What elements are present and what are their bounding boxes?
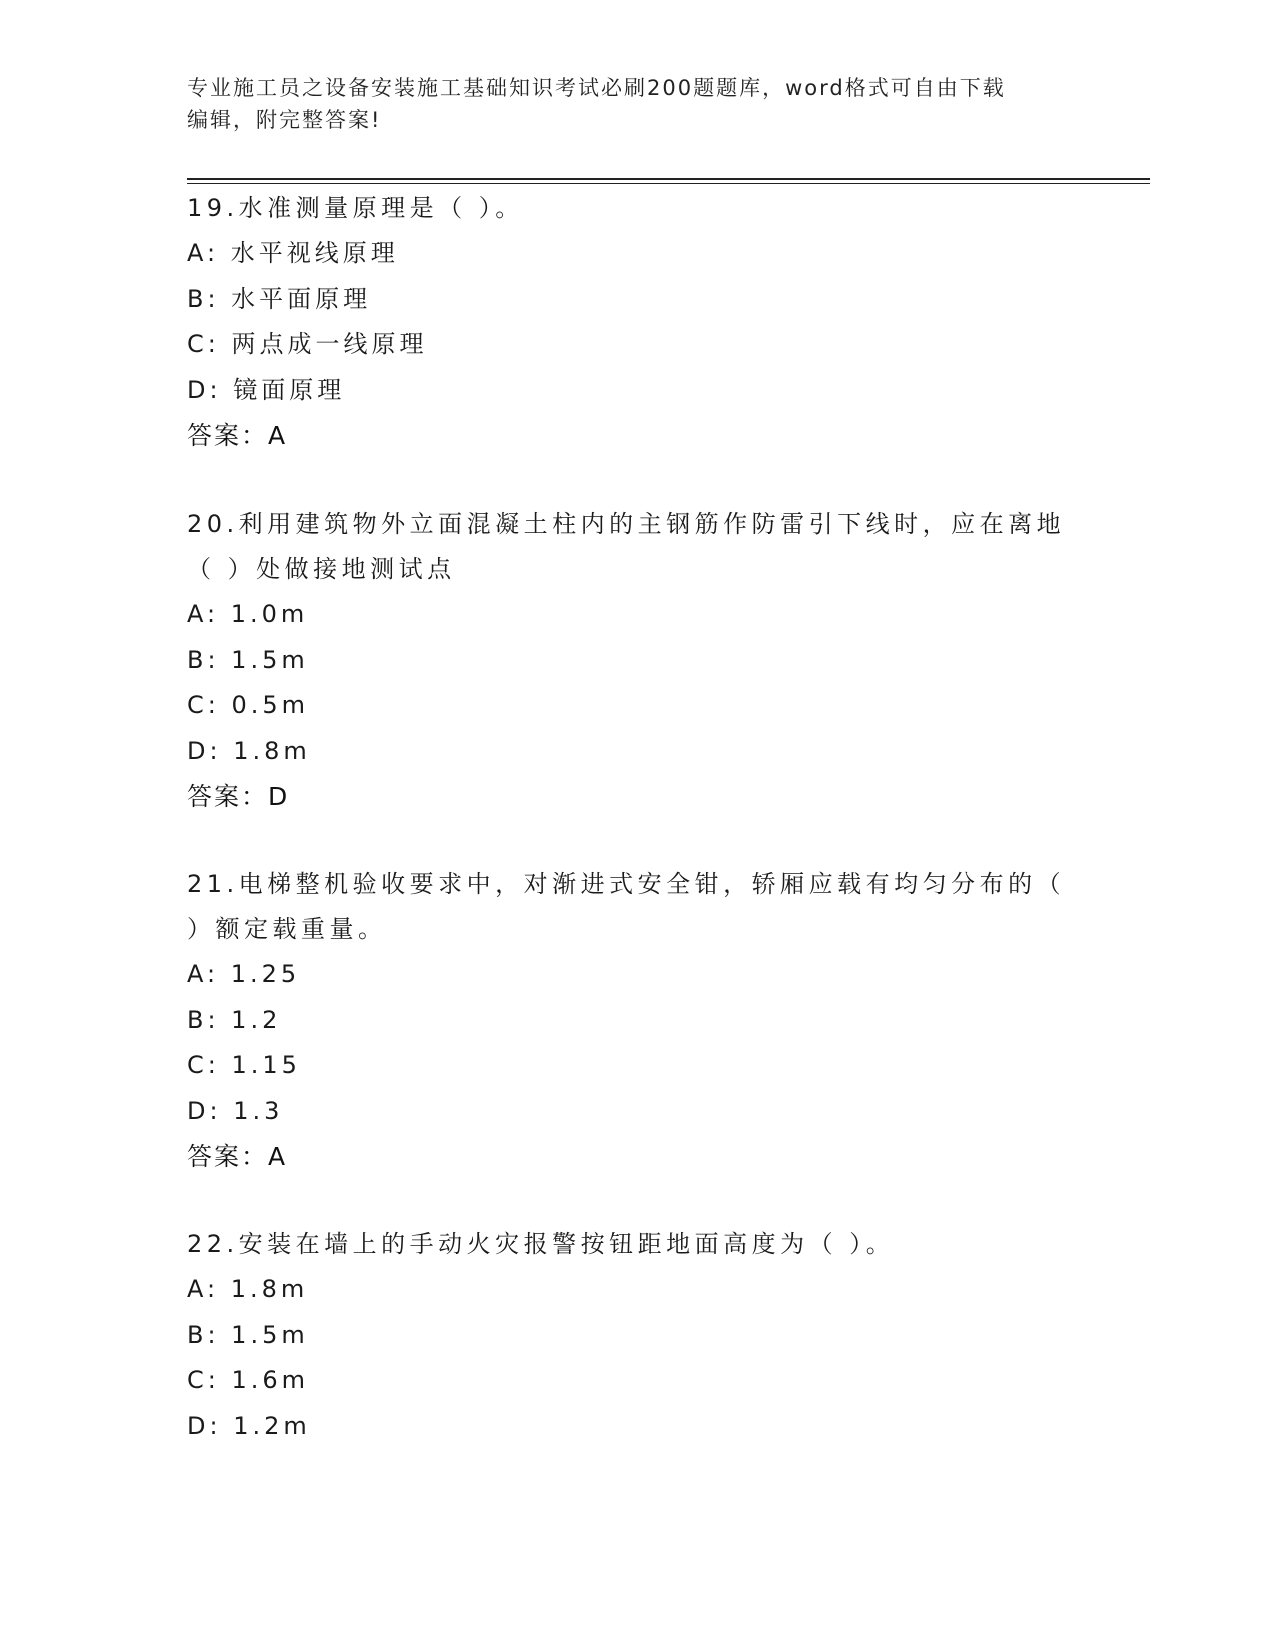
option-d: D: 1.3: [187, 1096, 284, 1125]
header-divider-thin: [187, 183, 1150, 184]
option-c: C: 两点成一线原理: [187, 330, 428, 358]
answer-label: 答案：D: [187, 782, 290, 811]
option-b: B: 水平面原理: [187, 284, 372, 313]
question-stem: 19.水准测量原理是（ ）。: [187, 194, 524, 222]
option-c: C: 1.15: [187, 1051, 301, 1079]
question-stem-line-1: 20.利用建筑物外立面混凝土柱内的主钢筋作防雷引下线时，应在离地: [187, 510, 1066, 538]
question-stem-line-2: （ ）处做接地测试点: [187, 555, 456, 583]
option-d: D: 1.8m: [187, 736, 311, 765]
answer-label: 答案：A: [187, 1142, 288, 1171]
question-21: [187, 862, 1087, 1179]
option-a: A: 1.0m: [187, 600, 309, 628]
question-19: [187, 186, 1087, 458]
option-a: A: 水平视线原理: [187, 239, 399, 267]
answer-label: 答案：A: [187, 421, 288, 450]
question-22: [187, 1222, 1087, 1449]
question-stem: 22.安装在墙上的手动火灾报警按钮距地面高度为（ ）。: [187, 1230, 895, 1258]
question-20: [187, 502, 1087, 819]
question-stem-line-2: ）额定载重量。: [187, 915, 387, 943]
header-title-line-2: 编辑，附完整答案!: [187, 108, 382, 132]
option-d: D: 镜面原理: [187, 375, 346, 404]
header-title-line-1: 专业施工员之设备安装施工基础知识考试必刷200题题库，word格式可自由下载: [187, 76, 1006, 100]
option-c: C: 0.5m: [187, 691, 310, 719]
option-b: B: 1.2: [187, 1005, 282, 1034]
option-a: A: 1.8m: [187, 1275, 309, 1303]
header-divider-thick: [187, 178, 1150, 180]
option-d: D: 1.2m: [187, 1411, 311, 1440]
option-b: B: 1.5m: [187, 645, 309, 674]
option-c: C: 1.6m: [187, 1366, 310, 1394]
document-header: [187, 72, 1087, 136]
question-stem-line-1: 21.电梯整机验收要求中，对渐进式安全钳，轿厢应载有均匀分布的（: [187, 870, 1066, 898]
option-a: A: 1.25: [187, 960, 301, 988]
option-b: B: 1.5m: [187, 1320, 309, 1349]
